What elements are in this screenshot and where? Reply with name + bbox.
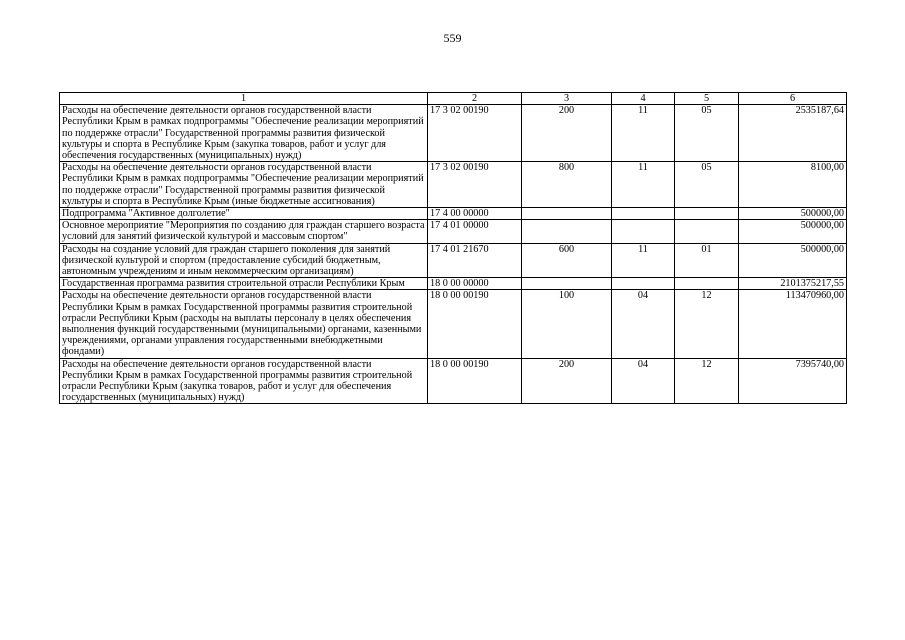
row-expense-type: 600 bbox=[522, 243, 612, 278]
row-section bbox=[612, 208, 675, 220]
row-amount: 500000,00 bbox=[739, 208, 847, 220]
column-header-5: 5 bbox=[675, 93, 739, 105]
column-header-6: 6 bbox=[739, 93, 847, 105]
row-amount: 8100,00 bbox=[739, 162, 847, 208]
row-section: 04 bbox=[612, 290, 675, 358]
row-section bbox=[612, 220, 675, 243]
row-subsection bbox=[675, 278, 739, 290]
row-expense-type bbox=[522, 208, 612, 220]
row-expense-type bbox=[522, 220, 612, 243]
row-amount: 2535187,64 bbox=[739, 105, 847, 162]
row-subsection: 05 bbox=[675, 105, 739, 162]
row-expense-type: 800 bbox=[522, 162, 612, 208]
row-section: 11 bbox=[612, 243, 675, 278]
row-amount: 7395740,00 bbox=[739, 358, 847, 404]
row-subsection bbox=[675, 208, 739, 220]
table-row bbox=[60, 220, 847, 243]
row-code: 17 4 01 00000 bbox=[428, 220, 522, 243]
row-code: 17 3 02 00190 bbox=[428, 105, 522, 162]
table-row bbox=[60, 278, 847, 290]
row-name: Расходы на обеспечение деятельности органов государственной власти Республики Крым в рамках Государственной программы развития строительной отрасли Республики Крым (расходы на выплаты персоналу в целях обеспечения выполнения функций государственными (муниципальными) органами, казенными учреждениями, органами управления государственными внебюджетными фондами) bbox=[60, 290, 428, 358]
row-name: Основное мероприятие "Мероприятия по созданию для граждан старшего возраста условий для занятий физической культурой и массовым спортом" bbox=[60, 220, 428, 243]
row-amount: 113470960,00 bbox=[739, 290, 847, 358]
row-code: 18 0 00 00190 bbox=[428, 358, 522, 404]
column-header-2: 2 bbox=[428, 93, 522, 105]
table-row bbox=[60, 358, 847, 404]
table-row bbox=[60, 243, 847, 278]
row-amount: 500000,00 bbox=[739, 243, 847, 278]
row-section: 11 bbox=[612, 105, 675, 162]
column-header-4: 4 bbox=[612, 93, 675, 105]
row-section: 04 bbox=[612, 358, 675, 404]
row-amount: 2101375217,55 bbox=[739, 278, 847, 290]
row-name: Государственная программа развития строительной отрасли Республики Крым bbox=[60, 278, 428, 290]
table-row bbox=[60, 290, 847, 358]
row-code: 18 0 00 00000 bbox=[428, 278, 522, 290]
row-section: 11 bbox=[612, 162, 675, 208]
row-expense-type: 100 bbox=[522, 290, 612, 358]
row-code: 17 4 00 00000 bbox=[428, 208, 522, 220]
page-number: 559 bbox=[443, 31, 462, 45]
header-row bbox=[60, 93, 847, 105]
column-header-3: 3 bbox=[522, 93, 612, 105]
row-expense-type bbox=[522, 278, 612, 290]
table-row bbox=[60, 162, 847, 208]
row-expense-type: 200 bbox=[522, 105, 612, 162]
row-amount: 500000,00 bbox=[739, 220, 847, 243]
row-subsection: 05 bbox=[675, 162, 739, 208]
row-expense-type: 200 bbox=[522, 358, 612, 404]
row-name: Расходы на обеспечение деятельности органов государственной власти Республики Крым в рамках подпрограммы "Обеспечение реализации мероприятий по поддержке отрасли" Государственной программы развития физической культуры и спорта в Республике Крым (иные бюджетные ассигнования) bbox=[60, 162, 428, 208]
row-name: Расходы на обеспечение деятельности органов государственной власти Республики Крым в рамках Государственной программы развития строительной отрасли Республики Крым (закупка товаров, работ и услуг для обеспечения государственных (муниципальных) нужд) bbox=[60, 358, 428, 404]
row-name: Расходы на обеспечение деятельности органов государственной власти Республики Крым в рамках подпрограммы "Обеспечение реализации мероприятий по поддержке отрасли" Государственной программы развития физической культуры и спорта в Республике Крым (закупка товаров, работ и услуг для обеспечения государственных (муниципальных) нужд) bbox=[60, 105, 428, 162]
row-subsection: 01 bbox=[675, 243, 739, 278]
row-code: 17 4 01 21670 bbox=[428, 243, 522, 278]
row-name: Подпрограмма "Активное долголетие" bbox=[60, 208, 428, 220]
table-row bbox=[60, 105, 847, 162]
row-subsection: 12 bbox=[675, 290, 739, 358]
row-subsection bbox=[675, 220, 739, 243]
row-subsection: 12 bbox=[675, 358, 739, 404]
row-section bbox=[612, 278, 675, 290]
column-header-1: 1 bbox=[60, 93, 428, 105]
budget-table bbox=[59, 92, 847, 404]
table-row bbox=[60, 208, 847, 220]
row-name: Расходы на создание условий для граждан старшего поколения для занятий физической культурой и спортом (предоставление субсидий бюджетным, автономным учреждениям и иным некоммерческим организациям) bbox=[60, 243, 428, 278]
row-code: 17 3 02 00190 bbox=[428, 162, 522, 208]
row-code: 18 0 00 00190 bbox=[428, 290, 522, 358]
